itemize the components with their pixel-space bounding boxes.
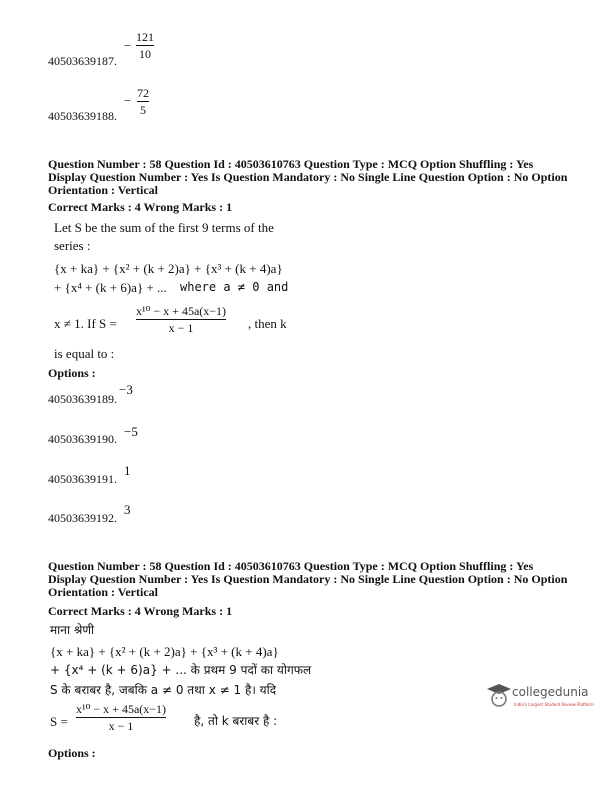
prev-option-fraction: 72 5 [137,86,149,117]
question-text: , then k [248,316,287,331]
question-text: है, तो k बराबर है : [194,714,278,728]
prev-option-sign: − [124,38,132,53]
option-id: 40503639192. [48,511,117,525]
prev-option-id: 40503639187. [48,54,117,68]
marks-line: Correct Marks : 4 Wrong Marks : 1 [48,604,233,618]
collegedunia-logo [486,682,596,714]
options-label: Options : [48,746,96,760]
brand-name: collegedunia [512,685,589,699]
sum-fraction: x¹⁰ − x + 45a(x−1) x − 1 [76,702,167,733]
option-value[interactable]: −5 [124,424,138,439]
prev-option-id: 40503639188. [48,109,117,123]
sum-fraction: x¹⁰ − x + 45a(x−1) x − 1 [136,304,227,335]
question-header: Question Number : 58 Question Id : 40503610763 Question Type : MCQ Option Shuffling : Yes Display Question Number : Yes Is Question Mandatory : No Single Line Question Option : No Option Orientation : Vertical [48,559,568,599]
prev-option-sign: − [124,93,132,108]
series-condition: where a ≠ 0 and [180,280,289,294]
question-text: S के बराबर है, जबकि a ≠ 0 तथा x ≠ 1 है। यदि [50,683,277,697]
series-line: + {x⁴ + (k + 6)a} + ... [54,280,167,295]
series-line: {x + ka} + {x² + (k + 2)a} + {x³ + (k + 4)a} [50,644,279,659]
option-id: 40503639190. [48,432,117,446]
question-text: माना श्रेणी [50,623,95,637]
question-header: Question Number : 58 Question Id : 40503610763 Question Type : MCQ Option Shuffling : Yes Display Question Number : Yes Is Question Mandatory : No Single Line Question Option : No Option Orientation : Vertical [48,157,568,197]
question-text: series : [54,238,91,253]
option-value[interactable]: −3 [119,382,133,397]
options-label: Options : [48,366,96,380]
series-line: {x + ka} + {x² + (k + 2)a} + {x³ + (k + 4)a} [54,261,283,276]
question-text: is equal to : [54,346,115,361]
option-value[interactable]: 1 [124,463,131,478]
student-mascot-icon [486,682,512,710]
option-value[interactable]: 3 [124,502,131,517]
sum-label: S = [50,714,68,729]
prev-option-fraction: 121 10 [136,30,154,61]
condition-text: x ≠ 1. If S = [54,316,117,331]
series-line: + {x⁴ + (k + 6)a} + ... के प्रथम 9 पदों का योगफल [50,663,312,677]
brand-tagline: India's Largest Student Review Platform [514,702,594,707]
marks-line: Correct Marks : 4 Wrong Marks : 1 [48,200,233,214]
option-id: 40503639191. [48,472,117,486]
option-id: 40503639189. [48,392,117,406]
question-text: Let S be the sum of the first 9 terms of the [54,220,274,235]
